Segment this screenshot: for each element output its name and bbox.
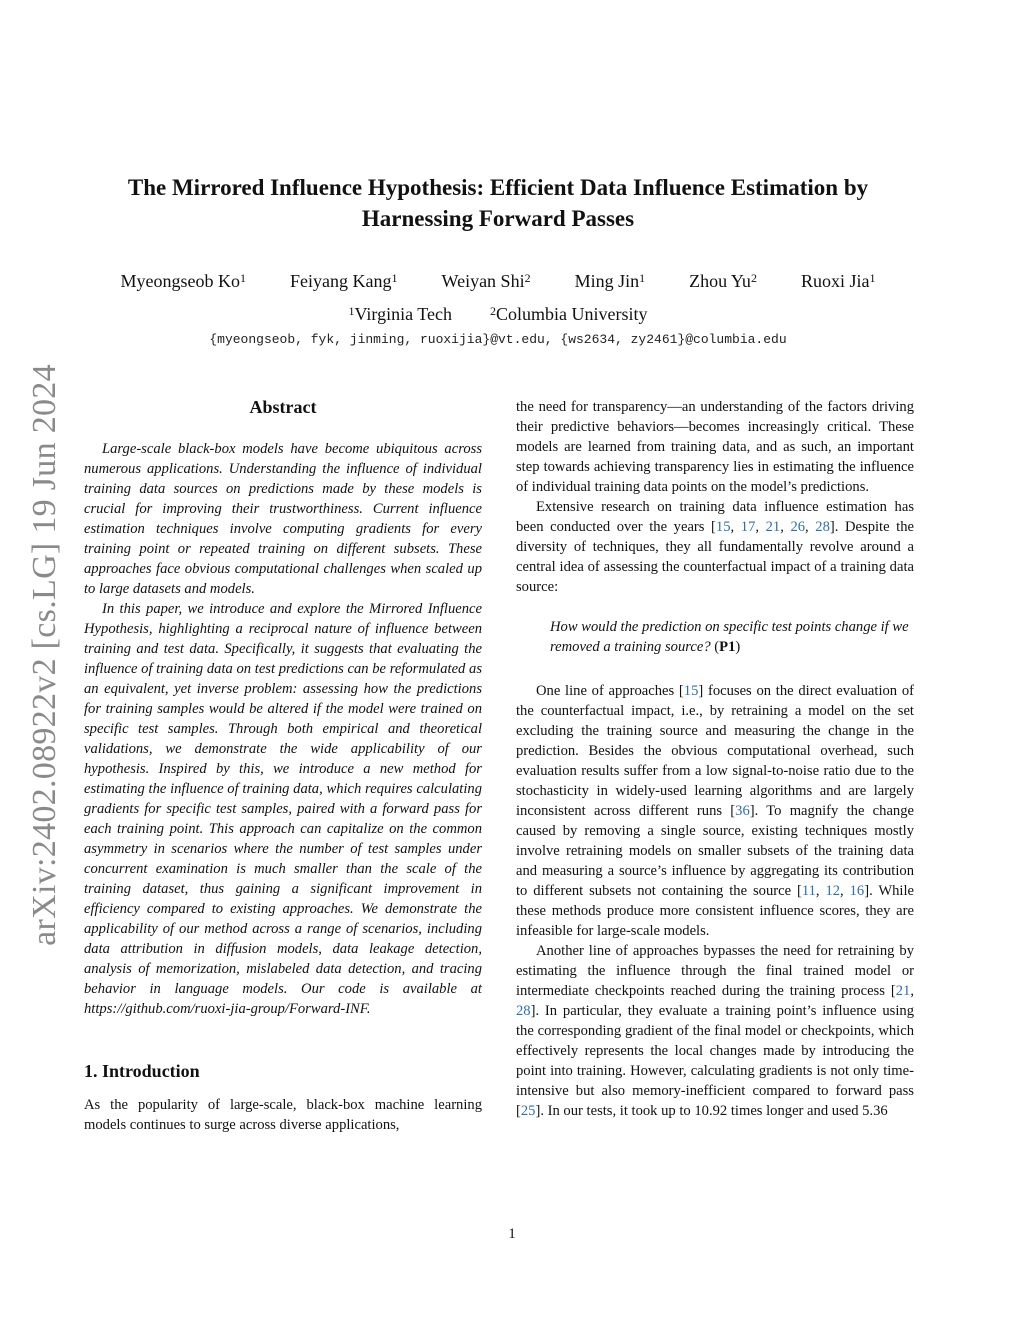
abstract-paragraph: Large-scale black-box models have become ubiquitous across numerous applications. Understanding the influence of individual training data sources on predictions made by these models is crucial for improving their trustworthiness. Current influence estimation techniques involve computing gradients for every training point or repeated training on different subsets. These approaches face obvious computational challenges when scaled up to large datasets and models. bbox=[84, 441, 482, 597]
paper-title: The Mirrored Influence Hypothesis: Efficient Data Influence Estimation by Harnessing Forward Passes bbox=[127, 175, 869, 231]
abstract-paragraph: In this paper, we introduce and explore the Mirrored Influence Hypothesis, highlighting a reciprocal nature of influence between training and test data. Specifically, it suggests that evaluating the influence of training data on test predictions can be reformulated as an equivalent, yet inverse problem: assessing how the predictions for training samples would be altered if the model were trained on specific test samples. Through both empirical and theoretical validations, we demonstrate the wide applicability of our hypothesis. Inspired by this, we introduce a new method for estimating the influence of training data, which requires calculating gradients for specific test samples, paired with a forward pass for each training point. This approach can capitalize on the common asymmetry in scenarios where the number of test samples under concurrent examination is much smaller than the scale of the training dataset, thus gaining a significant improvement in efficiency compared to existing approaches. We demonstrate the applicability of our method across a range of scenarios, including data attribution in diffusion models, data leakage detection, analysis of memorization, mislabeled data detection, and tracing behavior in language models. Our code is available at https://github.com/ruoxi-jia-group/Forward-INF. bbox=[84, 601, 482, 1017]
citation-link[interactable]: 28 bbox=[815, 519, 830, 535]
citation-link[interactable]: 15 bbox=[683, 683, 699, 699]
section-heading-introduction: 1. Introduction bbox=[84, 1061, 200, 1081]
citation-link[interactable]: 28 bbox=[516, 1003, 531, 1019]
author: Myeongseob Ko$^1$ bbox=[120, 271, 247, 291]
citation-link[interactable]: 11 bbox=[801, 883, 816, 899]
citation-link[interactable]: 21 bbox=[765, 519, 781, 535]
citation-link[interactable]: 15 bbox=[715, 519, 731, 535]
citation-link[interactable]: 21 bbox=[895, 983, 911, 999]
right-column bbox=[516, 397, 914, 1121]
left-column bbox=[84, 395, 482, 1135]
citation-link[interactable]: 36 bbox=[735, 803, 750, 819]
author: Ruoxi Jia$^1$ bbox=[800, 271, 876, 291]
citation-link[interactable]: 16 bbox=[849, 883, 865, 899]
citation-link[interactable]: 25 bbox=[520, 1103, 536, 1119]
affiliation: $^1$Virginia Tech bbox=[348, 304, 452, 324]
author-list bbox=[80, 268, 916, 294]
affiliation: $^2$Columbia University bbox=[489, 304, 648, 324]
research-question: How would the prediction on specific test points change if we removed a training source? (P1) bbox=[550, 619, 909, 655]
citation-link[interactable]: 26 bbox=[790, 519, 806, 535]
body-paragraph: the need for transparency—an understanding of the factors driving their predictive behaviors—becomes increasingly critical. These models are learned from training data, and as such, an important step towards achieving transparency lies in estimating the influence of individual training data points on the model’s predictions. bbox=[516, 399, 914, 495]
author-emails: {myeongseob, fyk, jinming, ruoxijia}@vt.edu, {ws2634, zy2461}@columbia.edu bbox=[209, 332, 787, 347]
arxiv-identifier: arXiv:2402.08922v2 [cs.LG] 19 Jun 2024 bbox=[26, 364, 63, 946]
author: Ming Jin$^1$ bbox=[574, 271, 646, 291]
author: Feiyang Kang$^1$ bbox=[290, 271, 398, 291]
page-number: 1 bbox=[508, 1226, 516, 1242]
question-label: P1 bbox=[719, 639, 736, 655]
affiliation-list bbox=[80, 301, 916, 327]
author: Zhou Yu$^2$ bbox=[689, 271, 757, 291]
body-paragraph: One line of approaches [15] focuses on the direct evaluation of the counterfactual impact, i.e., by retraining a model on the set excluding the training source and measuring the change in the prediction. Besides the obvious computational overhead, such evaluation results suffer from a low signal-to-noise ratio due to the stochasticity in widely-used learning algorithms and are largely inconsistent across different runs [36]. To magnify the change caused by removing a single source, existing techniques mostly involve retraining models on smaller subsets of the training data and measuring a source’s influence by aggregating its contribution to different subsets not containing the source [11, 12, 16]. While these methods produce more consistent influence scores, they are infeasible for large-scale models. bbox=[516, 683, 915, 939]
body-paragraph: As the popularity of large-scale, black-box machine learning models continues to surge across diverse applications, bbox=[84, 1097, 482, 1133]
citation-link[interactable]: 12 bbox=[825, 883, 841, 899]
body-paragraph: Extensive research on training data influence estimation has been conducted over the years [15, 17, 21, 26, 28]. Despite the diversity of techniques, they all fundamentally revolve around a central idea of assessing the counterfactual impact of a training data source: bbox=[516, 499, 915, 595]
body-paragraph: Another line of approaches bypasses the need for retraining by estimating the influence through the final trained model or intermediate checkpoints reached during the training process [21, 28]. In particular, they evaluate a training point’s influence using the corresponding gradient of the final model or checkpoints, which effectively represents the local changes made by introducing the point into training. However, calculating gradients is not only time-intensive but also memory-inefficient compared to forward pass [25]. In our tests, it took up to 10.92 times longer and used 5.36 bbox=[516, 943, 914, 1119]
abstract-heading: Abstract bbox=[249, 397, 317, 417]
author: Weiyan Shi$^2$ bbox=[441, 271, 531, 291]
citation-link[interactable]: 17 bbox=[740, 519, 756, 535]
